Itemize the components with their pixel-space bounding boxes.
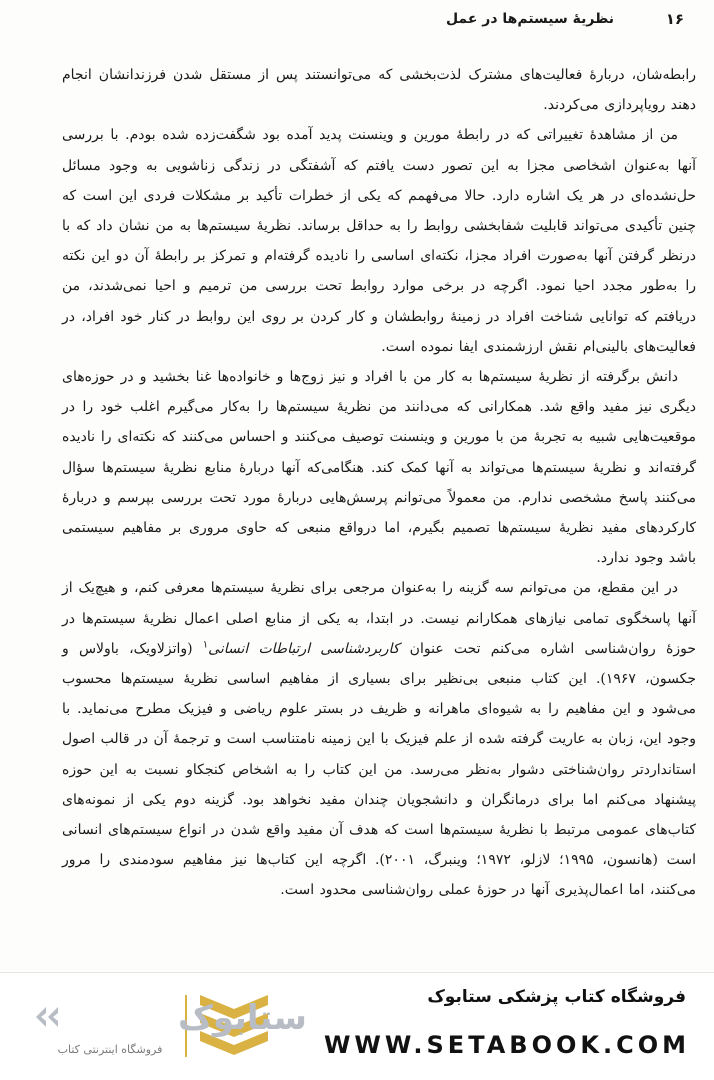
watermark-footer — [0, 972, 714, 1080]
logo-subtitle: فروشگاه اینترنتی کتاب — [57, 1043, 163, 1056]
paragraph-1: رابطه‌شان، دربارهٔ فعالیت‌های مشترک لذت‌بخشی که می‌توانستند پس از مستقل شدن فرزندانشان انجام دهند رویاپردازی می‌کردند. — [62, 67, 696, 114]
paragraph-4-rest: (واتزلاویک، باولاس و جکسون، ۱۹۶۷). این کتاب منبعی بی‌نظیر برای بسیاری از مفاهیم اساسی نظریهٔ سیستم‌ها محسوب می‌شود و این مفاهیم را به شیوه‌ای ماهرانه و ظریف در بستر علوم ریاضی و فیزیک مطرح می‌نماید. با وجود این، زبان به عاریت گرفته شده از علم فیزیک با این زمینه نامتناسب است و ترجمهٔ آن در قالب اصول استانداردتر روان‌شناختی دشوار به‌نظر می‌رسد. من این کتاب را به اشخاص کنجکاو نسبت به این حوزه پیشنهاد می‌کنم اما برای درمانگران و دانشجویان چندان مفید نخواهد بود. گزینه دوم یکی از نمونه‌های کتاب‌های عمومی مرتبط با نظریهٔ سیستم‌ها است که هدف آن مفید واقع شدن در انواع سیستم‌های انسانی است (هانسون، ۱۹۹۵؛ لازلو، ۱۹۷۲؛ وینبرگ، ۲۰۰۱). اگرچه این کتاب‌ها نیز مفاهیم سودمندی را مرور می‌کنند، اما اعمال‌پذیری آنها در حوزهٔ عملی روان‌شناسی محدود است. — [62, 640, 697, 899]
paragraph-4-intro: در این مقطع، من می‌توانم سه گزینه را به‌عنوان مرجعی برای نظریهٔ سیستم‌ها معرفی کنم، و هیچ‌یک از آنها پاسخگوی تمامی نیازهای همکارانم نیست. در ابتدا، به یکی از منابع اصلی اعمال نظریهٔ سیستم‌ها در حوزهٔ روان‌شناسی اشاره می‌کنم تحت عنوان — [62, 580, 696, 657]
store-name: فروشگاه کتاب پزشکی ستابوک — [427, 987, 686, 1007]
store-url: WWW.SETABOOK.COM — [323, 1031, 690, 1059]
paragraph-2: من از مشاهدهٔ تغییراتی که در رابطهٔ مورین و وینسنت پدید آمده بود شگفت‌زده شده بودم. با بررسی آنها به‌عنوان اشخاصی مجزا به این تصور دست یافتم که آشفتگی در زندگی زناشویی به وجود مسائل حل‌نشده‌ای در هر یک اشاره دارد. حالا می‌فهمم که یکی از خطرات تأکید بر مشکلات فردی این است که چنین تأکیدی می‌تواند قابلیت شفابخشی روابط را به حداقل برساند. نظریهٔ سیستم‌ها به من نشان داد که با درنظر گرفتن آنها به‌صورت افراد مجزا، نکته‌ای اساسی را نادیده گرفته‌ام و تمرکز بر رابطهٔ آن دو این نکته را به‌طور مجدد احیا نمود. اگرچه در برخی موارد روابط تحت بررسی من ترمیم و احیا نمی‌شدند، من دریافتم که توانایی شناخت افراد در زمینهٔ روابطشان و کار کردن بر روی این روابط در کنار خود افراد، در فعالیت‌های بالینی‌ام نقش ارزشمندی ایفا نموده است. — [62, 127, 696, 355]
setabook-wordmark-icon — [32, 993, 307, 1039]
body-text — [62, 60, 696, 980]
book-title: کاربردشناسی ارتباطات انسانی — [208, 640, 400, 657]
page-number: ۱۶ — [665, 10, 684, 28]
logo-word-text: ستابوک — [178, 998, 307, 1038]
chapter-title: نظریهٔ سیستم‌ها در عمل — [445, 11, 614, 27]
footnote-marker: ۱ — [202, 639, 209, 651]
paragraph-3: دانش برگرفته از نظریهٔ سیستم‌ها به کار من با افراد و نیز زوج‌ها و خانواده‌ها غنا بخشید و در حوزه‌های دیگری نیز مفید واقع شد. همکارانی که می‌دانند من نظریهٔ سیستم‌ها را به‌کار می‌گیرم اغلب خود را در موقعیت‌هایی شبیه به تجربهٔ من با مورین و وینسنت توصیف می‌کنند و احساس می‌کنند که نکته‌ای را نادیده گرفته‌اند و نظریهٔ سیستم‌ها می‌تواند به آنها کمک کند. هنگامی‌که آنها دربارهٔ منابع نظریهٔ سیستم‌ها سؤال می‌کنند پاسخ مشخصی ندارم. من معمولاً می‌توانم پرسش‌هایی دربارهٔ مورد تحت بررسی بپرسم و دربارهٔ کارکردهای مفید نظریهٔ سیستم‌ها تصمیم بگیرم، اما درواقع منبعی که حاوی مروری بر مفاهیم سیستمی باشد وجود ندارد. — [62, 369, 697, 567]
paragraph-4 — [62, 573, 696, 905]
running-header — [30, 8, 684, 32]
